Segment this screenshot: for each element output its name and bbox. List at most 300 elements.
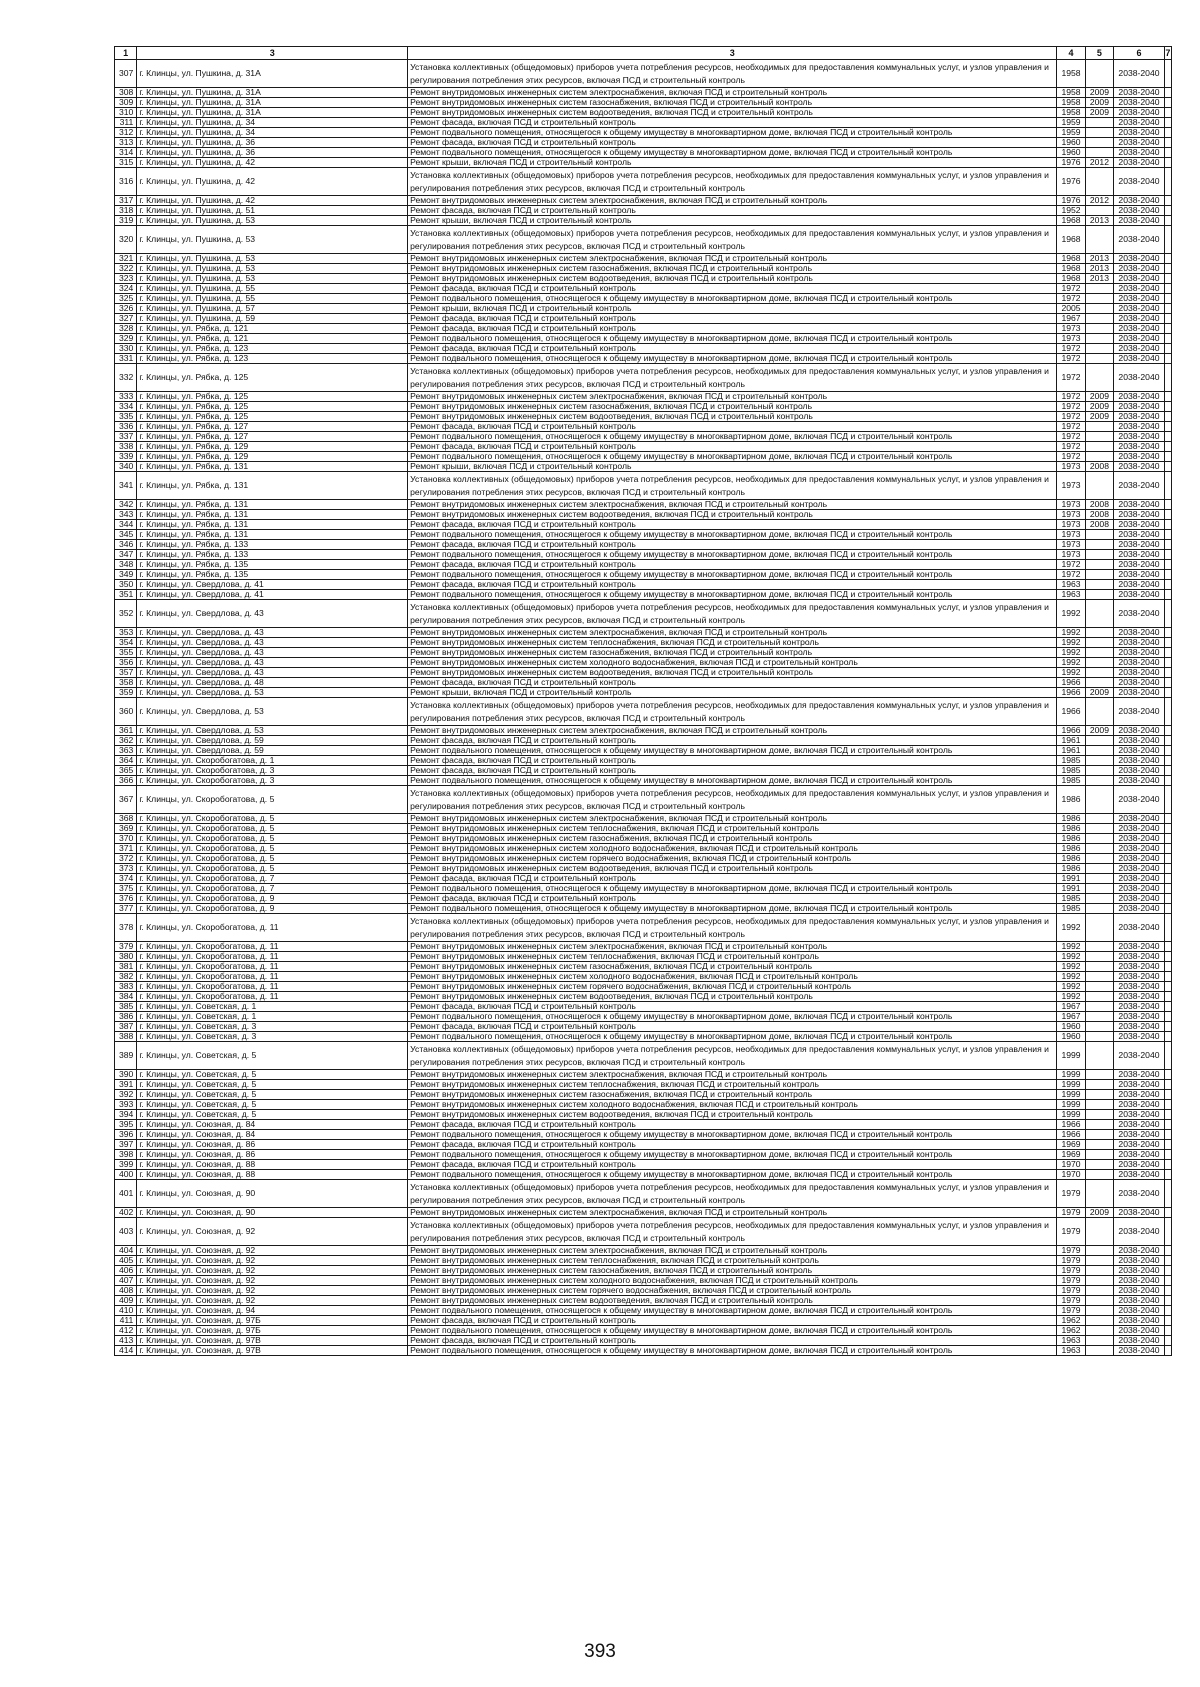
build-year-cell: 1979 — [1057, 1286, 1085, 1296]
work-type-cell: Ремонт внутридомовых инженерных систем холодного водоснабжения, включая ПСД и строительный контроль — [408, 658, 1057, 668]
planned-period-cell: 2038-2040 — [1114, 284, 1165, 294]
work-type-cell: Ремонт внутридомовых инженерных систем газоснабжения, включая ПСД и строительный контроль — [408, 264, 1057, 274]
address-cell: г. Клинцы, ул. Союзная, д. 90 — [137, 1180, 408, 1208]
table-row — [115, 148, 1172, 158]
address-cell: г. Клинцы, ул. Союзная, д. 92 — [137, 1286, 408, 1296]
address-cell: г. Клинцы, ул. Скоробогатова, д. 9 — [137, 904, 408, 914]
table-row — [115, 128, 1172, 138]
planned-period-cell: 2038-2040 — [1114, 1346, 1165, 1356]
empty-cell — [1164, 580, 1171, 590]
work-type-cell: Ремонт подвального помещения, относящегося к общему имуществу в многоквартирном доме, включая ПСД и строительный контроль — [408, 1346, 1057, 1356]
build-year-cell: 1972 — [1057, 392, 1085, 402]
last-repair-year-cell: 2009 — [1085, 726, 1113, 736]
address-cell: г. Клинцы, ул. Рябка, д. 133 — [137, 540, 408, 550]
empty-cell — [1164, 688, 1171, 698]
table-row — [115, 196, 1172, 206]
build-year-cell: 1968 — [1057, 226, 1085, 254]
empty-cell — [1164, 628, 1171, 638]
table-row — [115, 854, 1172, 864]
last-repair-year-cell — [1085, 1326, 1113, 1336]
work-type-cell: Ремонт подвального помещения, относящегося к общему имуществу в многоквартирном доме, включая ПСД и строительный контроль — [408, 884, 1057, 894]
column-header: 7 — [1165, 47, 1171, 58]
row-number: 339 — [115, 452, 137, 462]
table-row — [115, 982, 1172, 992]
work-type-cell: Ремонт внутридомовых инженерных систем газоснабжения, включая ПСД и строительный контроль — [408, 962, 1057, 972]
table-row — [115, 628, 1172, 638]
work-type-cell: Ремонт внутридомовых инженерных систем водоотведения, включая ПСД и строительный контроль — [408, 992, 1057, 1002]
work-type-cell: Ремонт внутридомовых инженерных систем водоотведения, включая ПСД и строительный контроль — [408, 108, 1057, 118]
work-type-cell: Ремонт внутридомовых инженерных систем электроснабжения, включая ПСД и строительный контроль — [408, 726, 1057, 736]
table-row — [115, 274, 1172, 284]
work-type-cell: Установка коллективных (общедомовых) приборов учета потребления ресурсов, необходимых для предоставления коммунальных услуг, и узлов управления и регулирования потребления этих ресурсов, включая ПСД и строительный контроль — [408, 168, 1057, 196]
column-header: 5 — [1085, 47, 1113, 60]
work-type-cell: Ремонт фасада, включая ПСД и строительный контроль — [408, 284, 1057, 294]
work-type-cell: Ремонт подвального помещения, относящегося к общему имуществу в многоквартирном доме, включая ПСД и строительный контроль — [408, 1150, 1057, 1160]
planned-period-cell: 2038-2040 — [1114, 510, 1165, 520]
row-number: 340 — [115, 462, 137, 472]
empty-cell — [1164, 550, 1171, 560]
work-type-cell: Ремонт внутридомовых инженерных систем электроснабжения, включая ПСД и строительный контроль — [408, 88, 1057, 98]
work-type-cell: Ремонт подвального помещения, относящегося к общему имуществу в многоквартирном доме, включая ПСД и строительный контроль — [408, 1130, 1057, 1140]
last-repair-year-cell — [1085, 560, 1113, 570]
address-cell: г. Клинцы, ул. Скоробогатова, д. 9 — [137, 894, 408, 904]
planned-period-cell: 2038-2040 — [1114, 982, 1165, 992]
work-type-cell: Ремонт фасада, включая ПСД и строительный контроль — [408, 118, 1057, 128]
row-number: 379 — [115, 942, 137, 952]
build-year-cell: 1972 — [1057, 402, 1085, 412]
empty-cell — [1164, 1246, 1171, 1256]
row-number: 334 — [115, 402, 137, 412]
row-number: 381 — [115, 962, 137, 972]
table-row — [115, 814, 1172, 824]
table-row — [115, 678, 1172, 688]
last-repair-year-cell — [1085, 344, 1113, 354]
table-row — [115, 1316, 1172, 1326]
last-repair-year-cell — [1085, 1070, 1113, 1080]
planned-period-cell: 2038-2040 — [1114, 196, 1165, 206]
work-type-cell: Ремонт подвального помещения, относящегося к общему имуществу в многоквартирном доме, включая ПСД и строительный контроль — [408, 1032, 1057, 1042]
build-year-cell: 1992 — [1057, 628, 1085, 638]
row-number: 352 — [115, 600, 137, 628]
address-cell: г. Клинцы, ул. Скоробогатова, д. 3 — [137, 766, 408, 776]
table-row — [115, 138, 1172, 148]
column-header: 4 — [1057, 47, 1085, 60]
build-year-cell: 1962 — [1057, 1326, 1085, 1336]
work-type-cell: Ремонт внутридомовых инженерных систем горячего водоснабжения, включая ПСД и строительный контроль — [408, 854, 1057, 864]
row-number: 323 — [115, 274, 137, 284]
planned-period-cell: 2038-2040 — [1114, 314, 1165, 324]
address-cell: г. Клинцы, ул. Скоробогатова, д. 5 — [137, 824, 408, 834]
row-number: 360 — [115, 698, 137, 726]
last-repair-year-cell — [1085, 786, 1113, 814]
planned-period-cell: 2038-2040 — [1114, 952, 1165, 962]
build-year-cell: 1991 — [1057, 874, 1085, 884]
address-cell: г. Клинцы, ул. Рябка, д. 129 — [137, 452, 408, 462]
address-cell: г. Клинцы, ул. Свердлова, д. 59 — [137, 746, 408, 756]
empty-cell — [1164, 1208, 1171, 1218]
planned-period-cell: 2038-2040 — [1114, 864, 1165, 874]
work-type-cell: Ремонт подвального помещения, относящегося к общему имуществу в многоквартирном доме, включая ПСД и строительный контроль — [408, 746, 1057, 756]
empty-cell — [1164, 1286, 1171, 1296]
build-year-cell: 1967 — [1057, 314, 1085, 324]
last-repair-year-cell — [1085, 1306, 1113, 1316]
build-year-cell: 1958 — [1057, 60, 1085, 88]
work-type-cell: Ремонт фасада, включая ПСД и строительный контроль — [408, 756, 1057, 766]
document-sheet — [114, 46, 1172, 1356]
row-number: 376 — [115, 894, 137, 904]
address-cell: г. Клинцы, ул. Рябка, д. 125 — [137, 364, 408, 392]
planned-period-cell: 2038-2040 — [1114, 628, 1165, 638]
address-cell: г. Клинцы, ул. Пушкина, д. 42 — [137, 196, 408, 206]
planned-period-cell: 2038-2040 — [1114, 1246, 1165, 1256]
last-repair-year-cell: 2009 — [1085, 108, 1113, 118]
row-number: 367 — [115, 786, 137, 814]
planned-period-cell: 2038-2040 — [1114, 914, 1165, 942]
table-row — [115, 668, 1172, 678]
row-number: 329 — [115, 334, 137, 344]
last-repair-year-cell — [1085, 1160, 1113, 1170]
empty-cell — [1164, 432, 1171, 442]
address-cell: г. Клинцы, ул. Союзная, д. 86 — [137, 1140, 408, 1150]
table-row — [115, 746, 1172, 756]
work-type-cell: Ремонт крыши, включая ПСД и строительный контроль — [408, 688, 1057, 698]
work-type-cell: Установка коллективных (общедомовых) приборов учета потребления ресурсов, необходимых для предоставления коммунальных услуг, и узлов управления и регулирования потребления этих ресурсов, включая ПСД и строительный контроль — [408, 1180, 1057, 1208]
table-row — [115, 1170, 1172, 1180]
row-number: 411 — [115, 1316, 137, 1326]
work-type-cell: Ремонт фасада, включая ПСД и строительный контроль — [408, 1316, 1057, 1326]
row-number: 347 — [115, 550, 137, 560]
last-repair-year-cell — [1085, 570, 1113, 580]
work-type-cell: Ремонт внутридомовых инженерных систем электроснабжения, включая ПСД и строительный контроль — [408, 942, 1057, 952]
planned-period-cell: 2038-2040 — [1114, 294, 1165, 304]
row-number: 330 — [115, 344, 137, 354]
row-number: 356 — [115, 658, 137, 668]
row-number: 338 — [115, 442, 137, 452]
planned-period-cell: 2038-2040 — [1114, 392, 1165, 402]
empty-cell — [1164, 1316, 1171, 1326]
planned-period-cell: 2038-2040 — [1114, 1218, 1165, 1246]
table-row — [115, 1286, 1172, 1296]
planned-period-cell: 2038-2040 — [1114, 1180, 1165, 1208]
address-cell: г. Клинцы, ул. Пушкина, д. 31А — [137, 60, 408, 88]
row-number: 408 — [115, 1286, 137, 1296]
work-type-cell: Ремонт подвального помещения, относящегося к общему имуществу в многоквартирном доме, включая ПСД и строительный контроль — [408, 334, 1057, 344]
table-row — [115, 1120, 1172, 1130]
work-type-cell: Ремонт подвального помещения, относящегося к общему имуществу в многоквартирном доме, включая ПСД и строительный контроль — [408, 148, 1057, 158]
build-year-cell: 1959 — [1057, 118, 1085, 128]
work-type-cell: Ремонт фасада, включая ПСД и строительный контроль — [408, 678, 1057, 688]
planned-period-cell: 2038-2040 — [1114, 422, 1165, 432]
work-type-cell: Ремонт фасада, включая ПСД и строительный контроль — [408, 520, 1057, 530]
planned-period-cell: 2038-2040 — [1114, 334, 1165, 344]
column-header: 6 — [1114, 47, 1165, 60]
address-cell: г. Клинцы, ул. Рябка, д. 123 — [137, 354, 408, 364]
table-row — [115, 638, 1172, 648]
planned-period-cell: 2038-2040 — [1114, 638, 1165, 648]
row-number: 327 — [115, 314, 137, 324]
empty-cell — [1164, 442, 1171, 452]
build-year-cell: 1986 — [1057, 854, 1085, 864]
build-year-cell: 1992 — [1057, 600, 1085, 628]
row-number: 405 — [115, 1256, 137, 1266]
build-year-cell: 1966 — [1057, 678, 1085, 688]
address-cell: г. Клинцы, ул. Скоробогатова, д. 11 — [137, 914, 408, 942]
address-cell: г. Клинцы, ул. Союзная, д. 92 — [137, 1218, 408, 1246]
row-number: 342 — [115, 500, 137, 510]
row-number: 307 — [115, 60, 137, 88]
row-number: 322 — [115, 264, 137, 274]
empty-cell — [1164, 972, 1171, 982]
last-repair-year-cell — [1085, 1316, 1113, 1326]
work-type-cell: Ремонт фасада, включая ПСД и строительный контроль — [408, 894, 1057, 904]
table-row — [115, 118, 1172, 128]
table-row — [115, 914, 1172, 942]
build-year-cell: 1976 — [1057, 168, 1085, 196]
table-row — [115, 844, 1172, 854]
last-repair-year-cell — [1085, 1346, 1113, 1356]
empty-cell — [1164, 344, 1171, 354]
work-type-cell: Ремонт крыши, включая ПСД и строительный контроль — [408, 216, 1057, 226]
build-year-cell: 1961 — [1057, 746, 1085, 756]
work-type-cell: Ремонт внутридомовых инженерных систем горячего водоснабжения, включая ПСД и строительный контроль — [408, 1286, 1057, 1296]
planned-period-cell: 2038-2040 — [1114, 206, 1165, 216]
planned-period-cell: 2038-2040 — [1114, 304, 1165, 314]
build-year-cell: 1985 — [1057, 756, 1085, 766]
empty-cell — [1164, 776, 1171, 786]
work-type-cell: Установка коллективных (общедомовых) приборов учета потребления ресурсов, необходимых для предоставления коммунальных услуг, и узлов управления и регулирования потребления этих ресурсов, включая ПСД и строительный контроль — [408, 600, 1057, 628]
last-repair-year-cell — [1085, 1150, 1113, 1160]
build-year-cell: 2005 — [1057, 304, 1085, 314]
work-type-cell: Ремонт подвального помещения, относящегося к общему имуществу в многоквартирном доме, включая ПСД и строительный контроль — [408, 550, 1057, 560]
build-year-cell: 1970 — [1057, 1160, 1085, 1170]
last-repair-year-cell — [1085, 442, 1113, 452]
planned-period-cell: 2038-2040 — [1114, 1286, 1165, 1296]
empty-cell — [1164, 560, 1171, 570]
address-cell: г. Клинцы, ул. Рябка, д. 135 — [137, 570, 408, 580]
table-row — [115, 1110, 1172, 1120]
last-repair-year-cell: 2008 — [1085, 500, 1113, 510]
planned-period-cell: 2038-2040 — [1114, 1316, 1165, 1326]
address-cell: г. Клинцы, ул. Скоробогатова, д. 3 — [137, 776, 408, 786]
row-number: 346 — [115, 540, 137, 550]
last-repair-year-cell — [1085, 1032, 1113, 1042]
address-cell: г. Клинцы, ул. Свердлова, д. 43 — [137, 648, 408, 658]
address-cell: г. Клинцы, ул. Свердлова, д. 43 — [137, 658, 408, 668]
build-year-cell: 1979 — [1057, 1256, 1085, 1266]
empty-cell — [1164, 668, 1171, 678]
row-number: 372 — [115, 854, 137, 864]
build-year-cell: 1973 — [1057, 550, 1085, 560]
row-number: 311 — [115, 118, 137, 128]
last-repair-year-cell — [1085, 452, 1113, 462]
empty-cell — [1164, 392, 1171, 402]
empty-cell — [1164, 462, 1171, 472]
row-number: 337 — [115, 432, 137, 442]
table-row — [115, 600, 1172, 628]
row-number: 326 — [115, 304, 137, 314]
build-year-cell: 1972 — [1057, 364, 1085, 392]
table-row — [115, 648, 1172, 658]
table-row — [115, 580, 1172, 590]
row-number: 348 — [115, 560, 137, 570]
address-cell: г. Клинцы, ул. Союзная, д. 84 — [137, 1120, 408, 1130]
table-row — [115, 962, 1172, 972]
work-type-cell: Ремонт фасада, включая ПСД и строительный контроль — [408, 874, 1057, 884]
row-number: 406 — [115, 1266, 137, 1276]
work-type-cell: Установка коллективных (общедомовых) приборов учета потребления ресурсов, необходимых для предоставления коммунальных услуг, и узлов управления и регулирования потребления этих ресурсов, включая ПСД и строительный контроль — [408, 226, 1057, 254]
build-year-cell: 1968 — [1057, 216, 1085, 226]
build-year-cell: 1999 — [1057, 1042, 1085, 1070]
last-repair-year-cell: 2009 — [1085, 1208, 1113, 1218]
work-type-cell: Ремонт внутридомовых инженерных систем электроснабжения, включая ПСД и строительный контроль — [408, 1208, 1057, 1218]
last-repair-year-cell — [1085, 854, 1113, 864]
planned-period-cell: 2038-2040 — [1114, 128, 1165, 138]
address-cell: г. Клинцы, ул. Пушкина, д. 34 — [137, 128, 408, 138]
table-row — [115, 364, 1172, 392]
table-row — [115, 442, 1172, 452]
last-repair-year-cell — [1085, 284, 1113, 294]
empty-cell — [1164, 1180, 1171, 1208]
capital-repair-table — [114, 46, 1172, 1356]
planned-period-cell: 2038-2040 — [1114, 1336, 1165, 1346]
last-repair-year-cell — [1085, 600, 1113, 628]
empty-cell — [1164, 1326, 1171, 1336]
row-number: 364 — [115, 756, 137, 766]
work-type-cell: Установка коллективных (общедомовых) приборов учета потребления ресурсов, необходимых для предоставления коммунальных услуг, и узлов управления и регулирования потребления этих ресурсов, включая ПСД и строительный контроль — [408, 698, 1057, 726]
work-type-cell: Ремонт подвального помещения, относящегося к общему имуществу в многоквартирном доме, включая ПСД и строительный контроль — [408, 1326, 1057, 1336]
column-header: 1 — [115, 47, 137, 60]
planned-period-cell: 2038-2040 — [1114, 570, 1165, 580]
work-type-cell: Ремонт внутридомовых инженерных систем водоотведения, включая ПСД и строительный контроль — [408, 274, 1057, 284]
build-year-cell: 1968 — [1057, 274, 1085, 284]
planned-period-cell: 2038-2040 — [1114, 88, 1165, 98]
build-year-cell: 1999 — [1057, 1110, 1085, 1120]
work-type-cell: Ремонт подвального помещения, относящегося к общему имуществу в многоквартирном доме, включая ПСД и строительный контроль — [408, 452, 1057, 462]
empty-cell — [1164, 324, 1171, 334]
planned-period-cell: 2038-2040 — [1114, 884, 1165, 894]
planned-period-cell: 2038-2040 — [1114, 962, 1165, 972]
address-cell: г. Клинцы, ул. Пушкина, д. 31А — [137, 88, 408, 98]
last-repair-year-cell — [1085, 1130, 1113, 1140]
empty-cell — [1164, 98, 1171, 108]
empty-cell — [1164, 1160, 1171, 1170]
empty-cell — [1164, 128, 1171, 138]
work-type-cell: Ремонт фасада, включая ПСД и строительный контроль — [408, 1002, 1057, 1012]
build-year-cell: 1979 — [1057, 1208, 1085, 1218]
work-type-cell: Ремонт внутридомовых инженерных систем теплоснабжения, включая ПСД и строительный контроль — [408, 1080, 1057, 1090]
planned-period-cell: 2038-2040 — [1114, 520, 1165, 530]
empty-cell — [1164, 914, 1171, 942]
build-year-cell: 1979 — [1057, 1266, 1085, 1276]
build-year-cell: 1979 — [1057, 1218, 1085, 1246]
address-cell: г. Клинцы, ул. Союзная, д. 86 — [137, 1150, 408, 1160]
build-year-cell: 1985 — [1057, 766, 1085, 776]
table-row — [115, 824, 1172, 834]
work-type-cell: Ремонт подвального помещения, относящегося к общему имуществу в многоквартирном доме, включая ПСД и строительный контроль — [408, 570, 1057, 580]
address-cell: г. Клинцы, ул. Скоробогатова, д. 7 — [137, 884, 408, 894]
table-row — [115, 294, 1172, 304]
last-repair-year-cell — [1085, 138, 1113, 148]
empty-cell — [1164, 1012, 1171, 1022]
address-cell: г. Клинцы, ул. Рябка, д. 131 — [137, 520, 408, 530]
table-row — [115, 942, 1172, 952]
table-row — [115, 776, 1172, 786]
empty-cell — [1164, 422, 1171, 432]
planned-period-cell: 2038-2040 — [1114, 550, 1165, 560]
empty-cell — [1164, 500, 1171, 510]
row-number: 353 — [115, 628, 137, 638]
last-repair-year-cell — [1085, 1296, 1113, 1306]
table-row — [115, 500, 1172, 510]
last-repair-year-cell — [1085, 668, 1113, 678]
address-cell: г. Клинцы, ул. Советская, д. 5 — [137, 1110, 408, 1120]
row-number: 384 — [115, 992, 137, 1002]
empty-cell — [1164, 452, 1171, 462]
row-number: 324 — [115, 284, 137, 294]
table-row — [115, 874, 1172, 884]
empty-cell — [1164, 216, 1171, 226]
row-number: 366 — [115, 776, 137, 786]
address-cell: г. Клинцы, ул. Скоробогатова, д. 11 — [137, 962, 408, 972]
build-year-cell: 1972 — [1057, 294, 1085, 304]
build-year-cell: 1979 — [1057, 1296, 1085, 1306]
work-type-cell: Ремонт фасада, включая ПСД и строительный контроль — [408, 314, 1057, 324]
row-number: 398 — [115, 1150, 137, 1160]
table-row — [115, 324, 1172, 334]
table-row — [115, 756, 1172, 766]
table-row — [115, 1012, 1172, 1022]
row-number: 308 — [115, 88, 137, 98]
last-repair-year-cell — [1085, 756, 1113, 766]
last-repair-year-cell — [1085, 992, 1113, 1002]
last-repair-year-cell — [1085, 736, 1113, 746]
last-repair-year-cell — [1085, 814, 1113, 824]
build-year-cell: 1972 — [1057, 344, 1085, 354]
last-repair-year-cell — [1085, 60, 1113, 88]
row-number: 351 — [115, 590, 137, 600]
table-row — [115, 452, 1172, 462]
build-year-cell: 1986 — [1057, 834, 1085, 844]
planned-period-cell: 2038-2040 — [1114, 168, 1165, 196]
row-number: 312 — [115, 128, 137, 138]
last-repair-year-cell — [1085, 1042, 1113, 1070]
work-type-cell: Ремонт внутридомовых инженерных систем теплоснабжения, включая ПСД и строительный контроль — [408, 952, 1057, 962]
planned-period-cell: 2038-2040 — [1114, 756, 1165, 766]
row-number: 316 — [115, 168, 137, 196]
planned-period-cell: 2038-2040 — [1114, 590, 1165, 600]
empty-cell — [1164, 314, 1171, 324]
table-row — [115, 314, 1172, 324]
address-cell: г. Клинцы, ул. Рябка, д. 123 — [137, 344, 408, 354]
empty-cell — [1164, 1336, 1171, 1346]
work-type-cell: Ремонт подвального помещения, относящегося к общему имуществу в многоквартирном доме, включая ПСД и строительный контроль — [408, 776, 1057, 786]
build-year-cell: 1985 — [1057, 776, 1085, 786]
planned-period-cell: 2038-2040 — [1114, 1090, 1165, 1100]
table-row — [115, 1326, 1172, 1336]
work-type-cell: Ремонт внутридомовых инженерных систем холодного водоснабжения, включая ПСД и строительный контроль — [408, 844, 1057, 854]
planned-period-cell: 2038-2040 — [1114, 1150, 1165, 1160]
address-cell: г. Клинцы, ул. Пушкина, д. 51 — [137, 206, 408, 216]
planned-period-cell: 2038-2040 — [1114, 108, 1165, 118]
table-row — [115, 786, 1172, 814]
work-type-cell: Ремонт внутридомовых инженерных систем холодного водоснабжения, включая ПСД и строительный контроль — [408, 972, 1057, 982]
work-type-cell: Ремонт фасада, включая ПСД и строительный контроль — [408, 540, 1057, 550]
last-repair-year-cell — [1085, 678, 1113, 688]
last-repair-year-cell — [1085, 864, 1113, 874]
table-row — [115, 264, 1172, 274]
empty-cell — [1164, 814, 1171, 824]
empty-cell — [1164, 1002, 1171, 1012]
